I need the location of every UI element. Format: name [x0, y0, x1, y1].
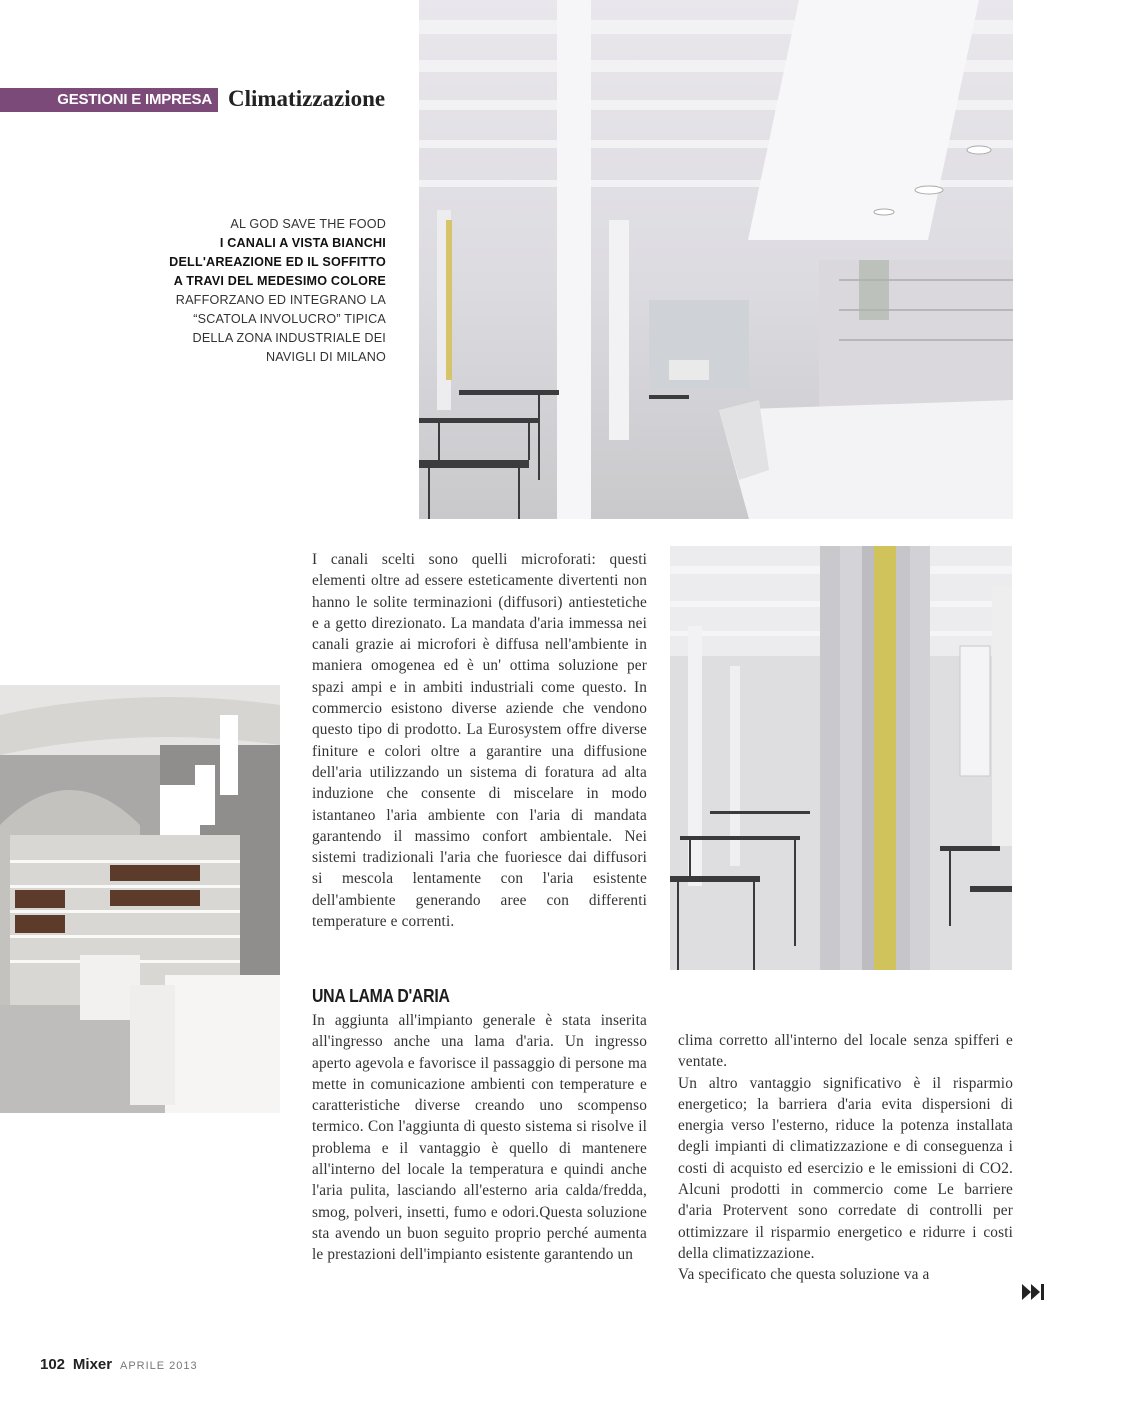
- body-paragraph-3: clima corretto all'interno del locale senza spifferi e ventate.: [678, 1032, 1013, 1071]
- body-paragraph-5: Va specificato che questa soluzione va a: [678, 1266, 930, 1284]
- body-paragraph-4: Un altro vantaggio significativo è il risparmio energetico; la barriera d'aria evita dispersioni di energia verso l'esterno, riduce la potenza installata degli impianti di climatizzazione e di conseguenza i costi di acquisto ed esercizio e le emissioni di CO2. Alcuni prodotti in commercio come Le barriere d'aria Protervent sono corredate di controlli per ottimizzare il risparmio energetico e ridurre i costi della climatizzazione.: [678, 1074, 1013, 1262]
- issue-date: APRILE 2013: [120, 1360, 198, 1372]
- topic-title: Climatizzazione: [228, 86, 386, 111]
- caption-bold: I CANALI A VISTA BIANCHI DELL'AREAZIONE ED IL SOFFITTO A TRAVI DEL MEDESIMO COLORE: [169, 236, 386, 288]
- section-label: GESTIONI E IMPRESA: [0, 88, 218, 112]
- page-footer: [40, 1356, 198, 1373]
- body-paragraph-1: I canali scelti sono quelli microforati: questi elementi oltre ad essere esteticamente divertenti non hanno le solite terminazioni (diffusori) antiestetiche e a getto direzionato. La mandata d'aria immessa nei canali grazie ai microfori è diffusa nell'ambiente in maniera omogenea ed è un' ottima soluzione per spazi ampi e in ambiti industriali come questo. In commercio esistono diverse aziende che vendono questo tipo di prodotto. La Eurosystem offre diverse finiture e colori oltre a garantire una diffusione dell'aria utilizzando un sistema di foratura ad alta induzione che consente di miscelare in modo istantaneo l'aria ambiente con l'aria di mandata garantendo il massimo confort ambientale. Nei sistemi tradizionali l'aria che fuoriesce dai diffusori si mescola lentamente con l'aria esistente dell'ambiente generando aree con differenti temperature e correnti.: [312, 551, 647, 931]
- photo-dining-hall: [670, 546, 1012, 970]
- section-subheading: UNA LAMA D'ARIA: [312, 986, 450, 1006]
- caption-rest: RAFFORZANO ED INTEGRANO LA “SCATOLA INVOLUCRO” TIPICA DELLA ZONA INDUSTRIALE DEI NAVIGLI DI MILANO: [175, 293, 386, 364]
- photo-restaurant-interior: [419, 0, 1013, 519]
- body-column-1: [312, 549, 647, 932]
- fast-forward-icon: [1022, 1284, 1048, 1300]
- photo-shop-shelves: [0, 685, 280, 1113]
- photo-caption: [168, 215, 386, 367]
- magazine-name: Mixer: [72, 1356, 113, 1373]
- body-paragraph-2: In aggiunta all'impianto generale è stata inserita all'ingresso anche una lama d'aria. Un ingresso aperto agevola e favorisce il passaggio di persone ma mette in comunicazione ambienti con temperature e caratteristiche diverse creando uno scompenso termico. Con l'aggiunta di questo sistema si risolve il problema e il vantaggio è quello di mantenere all'interno del locale la temperatura e quindi anche l'aria pulita, lasciando all'esterno aria calda/fredda, smog, polveri, insetti, fumo e odori.Questa soluzione sta avendo un buon seguito proprio perché aumenta le prestazioni dell'impianto esistente garantendo un: [312, 1012, 647, 1264]
- body-column-3: [678, 1030, 1013, 1286]
- page-number: 102: [40, 1356, 66, 1373]
- body-column-2: [312, 1010, 647, 1266]
- caption-line1: AL GOD SAVE THE FOOD: [230, 217, 386, 231]
